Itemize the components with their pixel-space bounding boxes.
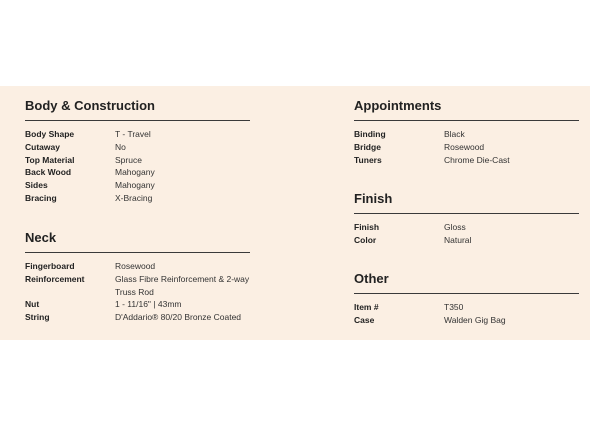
spec-key: Nut [25,299,40,310]
spec-value: Chrome Die-Cast [444,154,510,165]
spec-value: X-Bracing [115,192,153,203]
spec-row [25,166,250,179]
section-divider [354,293,579,294]
section-title: Neck [25,230,57,245]
section-divider [25,252,250,253]
spec-row [25,260,250,273]
spec-key: Color [354,234,377,245]
spec-key: Top Material [25,154,75,165]
spec-row [25,154,250,167]
spec-key: Finish [354,222,380,232]
spec-value: Gloss [444,222,466,232]
spec-key: Item # [354,302,379,312]
spec-key: Back Wood [25,167,72,178]
section-title: Body & Construction [25,98,155,113]
spec-row [354,314,579,327]
spec-value: D'Addario® 80/20 Bronze Coated [115,312,242,323]
spec-value: Walden Gig Bag [444,314,506,325]
spec-value: T350 [444,302,464,312]
spec-key: Tuners [354,154,382,165]
section-body-construction [25,98,250,205]
spec-value: Mahogany [115,180,155,191]
spec-rows [25,260,250,324]
spec-row [25,298,250,311]
spec-row [25,141,250,154]
specs-panel [0,86,590,340]
spec-rows [25,128,250,205]
spec-value: No [115,141,126,152]
section-divider [354,120,579,121]
spec-value: 1 - 11/16" | 43mm [115,299,182,310]
spec-value: Spruce [115,154,142,165]
spec-value: Black [444,129,465,139]
spec-row [354,141,579,154]
spec-value: Mahogany [115,167,155,178]
spec-row [25,128,250,141]
section-finish [354,191,579,247]
spec-rows [354,221,579,247]
spec-row [354,128,579,141]
spec-key: Body Shape [25,129,75,139]
section-divider [25,120,250,121]
section-appointments [354,98,579,166]
spec-value: Rosewood [444,141,485,152]
spec-row [354,234,579,247]
spec-row [354,154,579,167]
spec-key: String [25,312,50,323]
spec-rows [354,128,579,166]
spec-value: T - Travel [115,129,151,139]
section-title: Appointments [354,98,442,113]
spec-value: Rosewood [115,261,156,271]
spec-row [25,192,250,205]
spec-key: Bracing [25,192,57,203]
section-title: Other [354,271,389,286]
section-other [354,271,579,327]
section-title: Finish [354,191,393,206]
section-divider [354,213,579,214]
section-neck [25,230,250,324]
spec-rows [354,301,579,327]
spec-key: Sides [25,180,48,191]
spec-key: Case [354,314,375,325]
spec-row [25,273,250,299]
spec-row [25,179,250,192]
spec-value: Natural [444,234,472,245]
spec-row [25,311,250,324]
spec-key: Fingerboard [25,261,75,271]
spec-key: Binding [354,129,386,139]
spec-row [354,301,579,314]
spec-row [354,221,579,234]
spec-key: Bridge [354,141,381,152]
spec-value: Glass Fibre Reinforcement & 2-way Truss Rod [115,273,250,297]
spec-key: Reinforcement [25,273,85,284]
spec-key: Cutaway [25,141,60,152]
